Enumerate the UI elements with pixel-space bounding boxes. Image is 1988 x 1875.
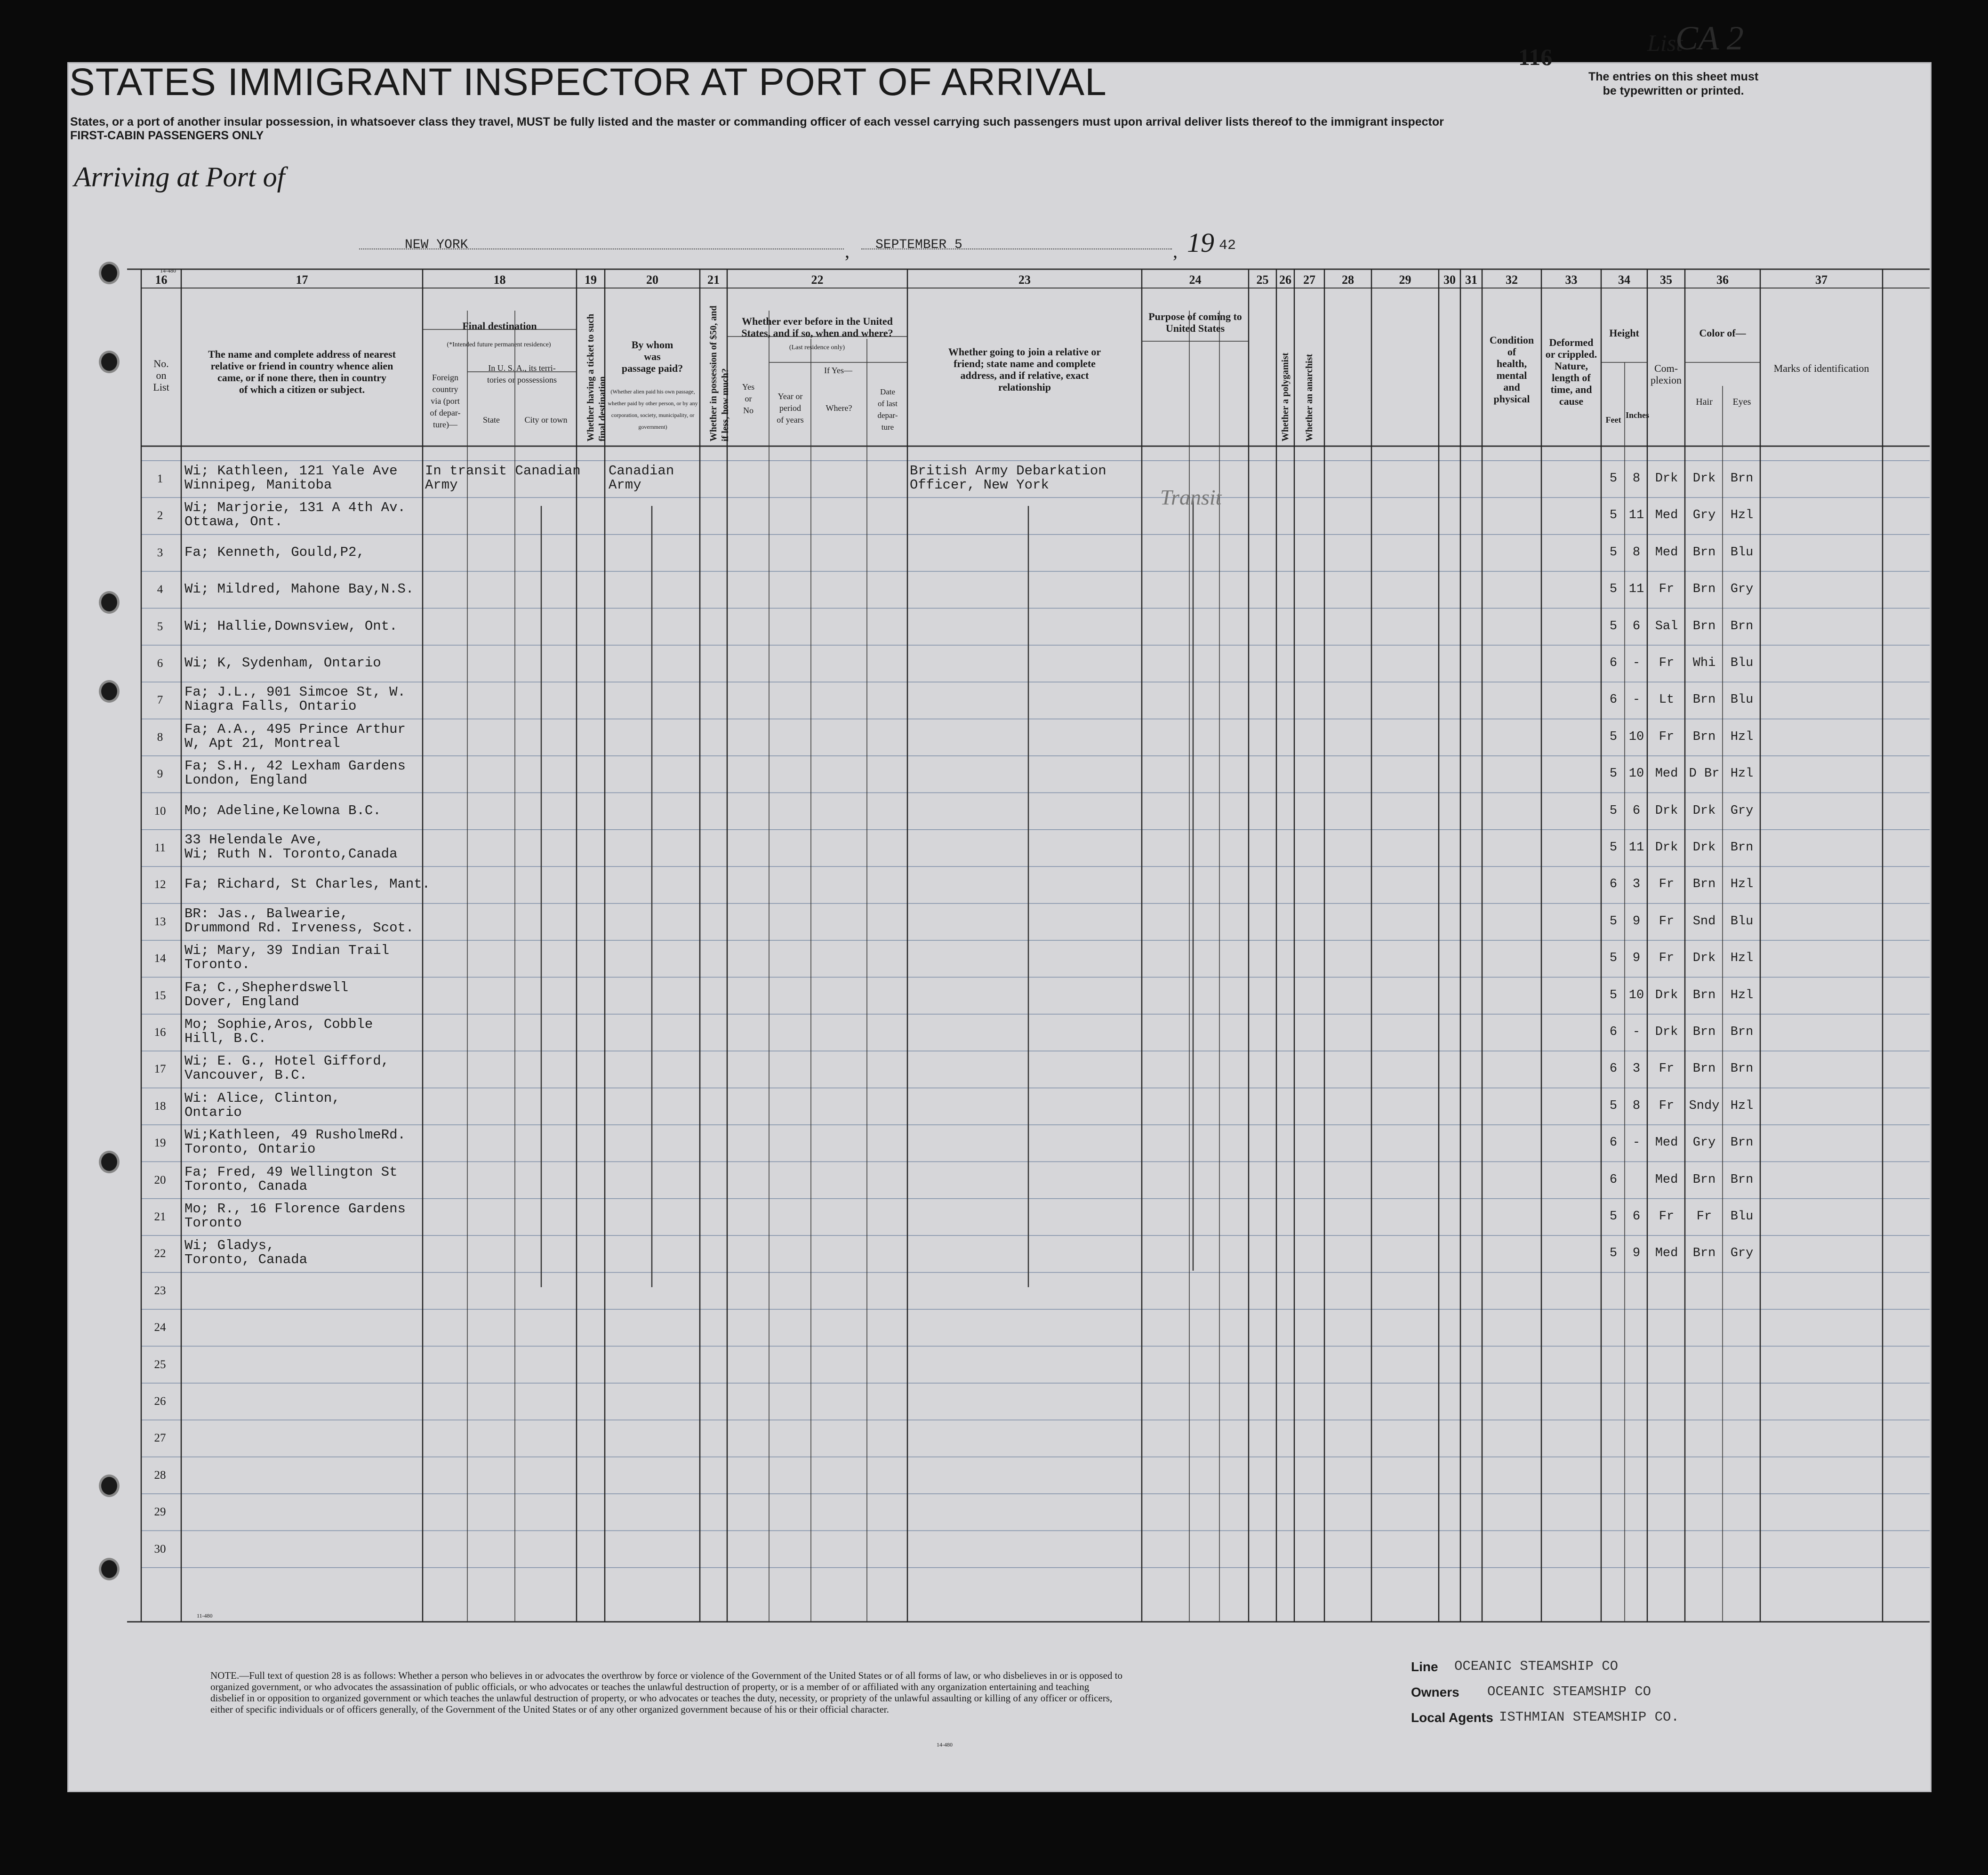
relative-address-cell: Wi; E. G., Hotel Gifford, Vancouver, B.C. (184, 1053, 390, 1083)
eye-color-cell: Blu (1730, 914, 1754, 929)
form-code-footer: 14-480 (937, 1741, 953, 1748)
hair-color-cell: Sndy (1689, 1098, 1720, 1113)
height-inches-cell: 11 (1628, 582, 1644, 597)
row-number: 11 (154, 841, 166, 854)
eye-color-cell: Blu (1730, 545, 1754, 560)
row-number: 6 (157, 657, 163, 670)
year-suffix: 42 (1219, 238, 1236, 254)
complexion-cell: Fr (1659, 729, 1675, 744)
height-inches-cell: 3 (1632, 1062, 1641, 1076)
column-number: 26 (1279, 273, 1291, 287)
complexion-cell: Fr (1659, 582, 1675, 597)
height-feet-cell: 5 (1609, 508, 1618, 523)
row-number: 8 (157, 730, 163, 744)
eye-color-cell: Gry (1730, 803, 1754, 818)
eye-color-cell: Brn (1730, 1062, 1754, 1076)
relative-address-cell: Wi; Marjorie, 131 A 4th Av. Ottawa, Ont. (184, 500, 406, 530)
height-inches-cell: - (1632, 1136, 1641, 1150)
hair-color-cell: Gry (1692, 1136, 1716, 1150)
row-number: 2 (157, 509, 163, 522)
column-header: Whether going to join a relative or friend; state name and complete address, and if relative, exact relationship (948, 346, 1101, 393)
row-number: 18 (154, 1099, 166, 1113)
eye-color-cell: Hzl (1730, 767, 1754, 781)
hair-color-cell: Brn (1692, 619, 1716, 633)
complexion-cell: Drk (1655, 1025, 1678, 1039)
row-number: 23 (154, 1284, 166, 1297)
column-number: 32 (1506, 273, 1518, 287)
row-number: 28 (154, 1468, 166, 1482)
relative-address-cell: Wi; K, Sydenham, Ontario (184, 655, 381, 671)
complexion-cell: Fr (1659, 1062, 1675, 1076)
state-header: State (483, 415, 500, 425)
row-number: 25 (154, 1358, 166, 1371)
column-number: 18 (493, 273, 506, 287)
relative-address-cell: Mo; Adeline,Kelowna B.C. (184, 802, 381, 818)
column-number: 19 (585, 273, 597, 287)
relative-address-cell: Fa; Fred, 49 Wellington St Toronto, Canada (184, 1164, 398, 1194)
row-number: 20 (154, 1173, 166, 1186)
eye-color-cell: Hzl (1730, 988, 1754, 1002)
height-feet-cell: 5 (1609, 988, 1618, 1002)
agents-label: Local Agents (1411, 1710, 1493, 1725)
column-header: Color of— (1699, 327, 1746, 339)
complexion-cell: Drk (1655, 472, 1678, 486)
height-inches-cell: 6 (1632, 1210, 1641, 1224)
height-feet-cell: 5 (1609, 472, 1618, 486)
row-number: 5 (157, 620, 163, 633)
final-destination-cell: In transit Canadian Army (425, 463, 581, 493)
height-feet-cell: 5 (1609, 1246, 1618, 1261)
height-feet-cell: 5 (1609, 767, 1618, 781)
height-feet-cell: 6 (1609, 1172, 1618, 1187)
column-number: 28 (1342, 273, 1354, 287)
row-number: 1 (157, 473, 163, 485)
relative-address-cell: Fa; Richard, St Charles, Mant. (184, 876, 431, 892)
column-number: 24 (1189, 273, 1202, 287)
height-inches-cell: 8 (1632, 472, 1641, 486)
relative-address-cell: Wi; Mildred, Mahone Bay,N.S. (184, 581, 414, 597)
eye-color-cell: Hzl (1730, 729, 1754, 744)
hair-color-cell: Brn (1692, 1025, 1716, 1039)
height-feet-cell: 5 (1609, 582, 1618, 597)
relative-address-cell: 33 Helendale Ave, Wi; Ruth N. Toronto,Canada (184, 832, 398, 862)
column-number: 23 (1018, 273, 1031, 287)
height-inches-cell: - (1632, 1025, 1641, 1039)
relative-address-cell: Wi;Kathleen, 49 RusholmeRd. Toronto, Ontario (184, 1127, 406, 1157)
row-number: 22 (154, 1247, 166, 1260)
column-header: Whether an anarchist (1304, 354, 1315, 441)
column-number: 22 (811, 273, 824, 287)
eye-color-cell: Brn (1730, 619, 1754, 633)
column-header: No. on List (153, 358, 169, 393)
complexion-cell: Fr (1659, 877, 1675, 892)
comma-1: , (845, 240, 850, 262)
column-header: Height (1609, 327, 1639, 339)
eye-color-cell: Blu (1730, 1210, 1754, 1224)
year-prefix: 19 (1187, 227, 1214, 258)
hair-color-cell: Drk (1692, 472, 1716, 486)
row-number: 16 (154, 1026, 166, 1039)
hair-color-cell: Brn (1692, 1062, 1716, 1076)
height-inches-cell: 6 (1632, 619, 1641, 633)
height-feet-cell: 5 (1609, 545, 1618, 560)
complexion-cell: Sal (1655, 619, 1678, 633)
hair-color-cell: Brn (1692, 1172, 1716, 1187)
complexion-cell: Drk (1655, 841, 1678, 855)
column-number: 21 (707, 273, 720, 287)
form-code-bottom: 11-480 (197, 1612, 213, 1619)
relative-address-cell: Mo; Sophie,Aros, Cobble Hill, B.C. (184, 1017, 373, 1046)
hair-header: Hair (1696, 397, 1713, 407)
column-number: 34 (1618, 273, 1630, 287)
height-inches-cell: 11 (1628, 841, 1644, 855)
yes-no-header: Yes or No (742, 382, 755, 415)
row-number: 4 (157, 583, 163, 596)
city-header: City or town (524, 415, 568, 425)
row-number: 12 (154, 878, 166, 891)
complexion-cell: Drk (1655, 803, 1678, 818)
height-inches-cell: 9 (1632, 1246, 1641, 1261)
complexion-cell: Fr (1659, 656, 1675, 670)
column-header: The name and complete address of nearest relative or friend in country whence alien came, or if none there, then in country of which a citizen or subject. (208, 348, 396, 395)
hair-color-cell: Brn (1692, 729, 1716, 744)
eye-color-cell: Brn (1730, 841, 1754, 855)
hair-color-cell: Drk (1692, 841, 1716, 855)
height-inches-cell: 6 (1632, 803, 1641, 818)
eye-color-cell: Gry (1730, 1246, 1754, 1261)
column-header: Whether ever before in the United States, and if so, when and where? (741, 315, 893, 339)
row-number: 30 (154, 1542, 166, 1555)
height-feet-cell: 6 (1609, 1136, 1618, 1150)
row-number: 3 (157, 546, 163, 559)
complexion-cell: Med (1655, 1136, 1678, 1150)
height-feet-cell: 6 (1609, 1062, 1618, 1076)
transit-annotation: Transit (1160, 485, 1222, 509)
column-number: 35 (1660, 273, 1672, 287)
relative-address-cell: Mo; R., 16 Florence Gardens Toronto (184, 1201, 406, 1231)
complexion-cell: Drk (1655, 988, 1678, 1002)
list-label: List (1647, 30, 1683, 56)
hair-color-cell: Drk (1692, 803, 1716, 818)
hair-color-cell: Brn (1692, 693, 1716, 707)
list-value: CA 2 (1675, 19, 1744, 57)
column-number: 16 (155, 273, 168, 287)
date-departure-header: Date of last depar- ture (877, 387, 898, 432)
complexion-cell: Med (1655, 545, 1678, 560)
line-value: OCEANIC STEAMSHIP CO (1454, 1659, 1619, 1674)
form-title: STATES IMMIGRANT INSPECTOR AT PORT OF ARRIVAL (69, 61, 1107, 104)
complexion-cell: Med (1655, 767, 1678, 781)
row-number: 21 (154, 1210, 166, 1223)
height-feet-cell: 5 (1609, 951, 1618, 966)
hair-color-cell: Snd (1692, 914, 1716, 929)
row-number: 26 (154, 1395, 166, 1408)
height-feet-cell: 6 (1609, 693, 1618, 707)
typewritten-note: The entries on this sheet must be typewritten or printed. (1588, 70, 1759, 97)
column-number: 37 (1815, 273, 1828, 287)
height-inches-cell: - (1632, 656, 1641, 670)
row-number: 27 (154, 1432, 166, 1445)
row-number: 10 (154, 804, 166, 817)
complexion-cell: Fr (1659, 1098, 1675, 1113)
height-feet-cell: 5 (1609, 841, 1618, 855)
feet-header: Feet (1605, 415, 1621, 425)
hair-color-cell: D Br (1689, 767, 1720, 781)
eye-color-cell: Brn (1730, 472, 1754, 486)
height-feet-cell: 5 (1609, 1210, 1618, 1224)
foreign-country-header: Foreign country via (port of depar- ture)— (430, 373, 461, 429)
hair-color-cell: Brn (1692, 1246, 1716, 1261)
row-number: 19 (154, 1137, 166, 1150)
hair-color-cell: Drk (1692, 951, 1716, 966)
complexion-cell: Fr (1659, 951, 1675, 966)
hair-color-cell: Gry (1692, 508, 1716, 523)
row-number: 7 (157, 694, 163, 707)
relative-address-cell: Fa; C.,Shepherdswell Dover, England (184, 979, 349, 1010)
hair-color-cell: Brn (1692, 545, 1716, 560)
height-inches-cell: 10 (1628, 729, 1644, 744)
footnote: NOTE.—Full text of question 28 is as follows: Whether a person who believes in or advocates the overthrow by force or violence of the Government of the United States or of all forms of law, or who disbelieves in or is opposed to organized government, or who advocates the assassination of public officials, or who advocates or teaches the unlawful destruction of property, or is a member of or affiliated with any organization entertaining and teaching disbelief in or opposition to organized government or which teaches the unlawful destruction of property, or who advocates or teaches the duty, necessity, or propriety of the unlawful assaulting or killing of any officer or officers, either of specific individuals or of officers generally, of the Government of the United States or of any other organized government because of his or their official character. (210, 1670, 1122, 1715)
row-number: 24 (154, 1321, 166, 1334)
relative-address-cell: Fa; Kenneth, Gould,P2, (184, 544, 365, 560)
column-number: 25 (1256, 273, 1269, 287)
height-inches-cell: 10 (1628, 988, 1644, 1002)
page-number: 116 (1518, 44, 1553, 70)
eye-color-cell: Blu (1730, 656, 1754, 670)
column-header: Condition of health, mental and physical (1489, 334, 1534, 405)
complexion-cell: Med (1655, 1172, 1678, 1187)
eye-color-cell: Brn (1730, 1172, 1754, 1187)
height-feet-cell: 6 (1609, 1025, 1618, 1039)
complexion-cell: Fr (1659, 914, 1675, 929)
inches-header: Inches (1626, 410, 1650, 420)
column-header: Whether having a ticket to such final destination (585, 313, 608, 441)
column-header: Deformed or crippled. Nature, length of time, and cause (1545, 337, 1597, 407)
year-period-header: Year or period of years (777, 392, 804, 425)
relative-address-cell: Wi; Mary, 39 Indian Trail Toronto. (184, 943, 390, 973)
row-number: 9 (157, 768, 163, 781)
relative-address-cell: Wi; Hallie,Downsview, Ont. (184, 618, 398, 634)
owners-value: OCEANIC STEAMSHIP CO (1487, 1684, 1651, 1699)
column-number: 30 (1443, 273, 1456, 287)
relative-address-cell: BR: Jas., Balwearie, Drummond Rd. Irveness, Scot. (184, 905, 414, 936)
column-number: 27 (1303, 273, 1315, 287)
height-feet-cell: 6 (1609, 877, 1618, 892)
complexion-cell: Med (1655, 1246, 1678, 1261)
row-number: 14 (154, 952, 166, 965)
eye-color-cell: Brn (1730, 1136, 1754, 1150)
row-number: 29 (154, 1506, 166, 1519)
eye-color-cell: Hzl (1730, 877, 1754, 892)
column-header: By whom was passage paid? (621, 339, 683, 374)
relative-address-cell: Wi; Kathleen, 121 Yale Ave Winnipeg, Manitoba (184, 463, 398, 493)
comma-2: , (1173, 240, 1178, 262)
eye-color-cell: Blu (1730, 693, 1754, 707)
column-header: Final destination (462, 320, 537, 332)
if-yes-header: If Yes— (824, 366, 852, 375)
height-feet-cell: 5 (1609, 914, 1618, 929)
height-feet-cell: 5 (1609, 619, 1618, 633)
column-header: Marks of identification (1773, 362, 1869, 374)
relative-address-cell: Wi: Alice, Clinton, Ontario (184, 1090, 340, 1120)
column-number: 20 (646, 273, 658, 287)
port-value: NEW YORK (405, 238, 468, 252)
form-code-top: 14-480 (160, 267, 176, 274)
in-usa-header: In U. S. A., its terri- tories or possessions (487, 363, 557, 385)
paid-by-cell: Canadian Army (609, 463, 674, 493)
column-header: Whether in possession of $50, and if less, how much? (708, 305, 730, 441)
column-number: 17 (296, 273, 308, 287)
column-number: 29 (1399, 273, 1411, 287)
date-value: SEPTEMBER 5 (875, 238, 962, 252)
column-header: Com- plexion (1651, 362, 1682, 386)
where-header: Where? (826, 403, 852, 413)
height-inches-cell: 8 (1632, 1098, 1641, 1113)
joining-relative-cell: British Army Debarkation Officer, New York (910, 463, 1106, 493)
height-inches-cell: 3 (1632, 877, 1641, 892)
eye-color-cell: Hzl (1730, 1098, 1754, 1113)
row-number: 13 (154, 915, 166, 928)
height-feet-cell: 5 (1609, 729, 1618, 744)
form-instructions: States, or a port of another insular possession, in whatsoever class they travel, MUST be fully listed and the master or commanding officer of each vessel carrying such passengers must upon arrival deliver lists thereof to the immigrant inspector FIRST-CABIN PASSENGERS ONLY (70, 115, 1444, 142)
eye-color-cell: Hzl (1730, 951, 1754, 966)
height-feet-cell: 6 (1609, 656, 1618, 670)
complexion-cell: Med (1655, 508, 1678, 523)
column-number: 36 (1716, 273, 1729, 287)
final-dest-note: (*Intended future permanent residence) (447, 341, 551, 348)
complexion-cell: Fr (1659, 1210, 1675, 1224)
eye-color-cell: Brn (1730, 1025, 1754, 1039)
height-feet-cell: 5 (1609, 803, 1618, 818)
height-inches-cell: 10 (1628, 767, 1644, 781)
hair-color-cell: Whi (1692, 656, 1716, 670)
relative-address-cell: Wi; Gladys, Toronto, Canada (184, 1238, 308, 1268)
column-number: 31 (1465, 273, 1477, 287)
passage-note: (Whether alien paid his own passage, whether paid by other person, or by any corporation, society, municipality, or government) (608, 388, 698, 430)
hair-color-cell: Brn (1692, 582, 1716, 597)
owners-label: Owners (1411, 1685, 1459, 1699)
arriving-label: Arriving at Port of (74, 161, 285, 192)
height-inches-cell: 9 (1632, 951, 1641, 966)
relative-address-cell: Fa; S.H., 42 Lexham Gardens London, England (184, 758, 406, 788)
hair-color-cell: Brn (1692, 877, 1716, 892)
eye-color-cell: Hzl (1730, 508, 1754, 523)
height-inches-cell: - (1632, 693, 1641, 707)
column-header: Purpose of coming to United States (1148, 311, 1242, 334)
height-feet-cell: 5 (1609, 1098, 1618, 1113)
complexion-cell: Lt (1659, 693, 1675, 707)
eye-color-cell: Gry (1730, 582, 1754, 597)
agents-value: ISTHMIAN STEAMSHIP CO. (1499, 1709, 1679, 1725)
eyes-header: Eyes (1732, 397, 1751, 407)
hair-color-cell: Brn (1692, 988, 1716, 1002)
hair-color-cell: Fr (1696, 1210, 1712, 1224)
height-inches-cell: 11 (1628, 508, 1644, 523)
line-label: Line (1411, 1659, 1438, 1674)
row-number: 15 (154, 989, 166, 1002)
relative-address-cell: Fa; J.L., 901 Simcoe St, W. Niagra Falls, Ontario (184, 684, 406, 714)
relative-address-cell: Fa; A.A., 495 Prince Arthur W, Apt 21, Montreal (184, 721, 406, 751)
column-number: 33 (1565, 273, 1578, 287)
height-inches-cell: 9 (1632, 914, 1641, 929)
column-header: Whether a polygamist (1280, 353, 1291, 441)
height-inches-cell: 8 (1632, 545, 1641, 560)
last-residence-note: (Last residence only) (789, 344, 845, 351)
row-number: 17 (154, 1063, 166, 1076)
